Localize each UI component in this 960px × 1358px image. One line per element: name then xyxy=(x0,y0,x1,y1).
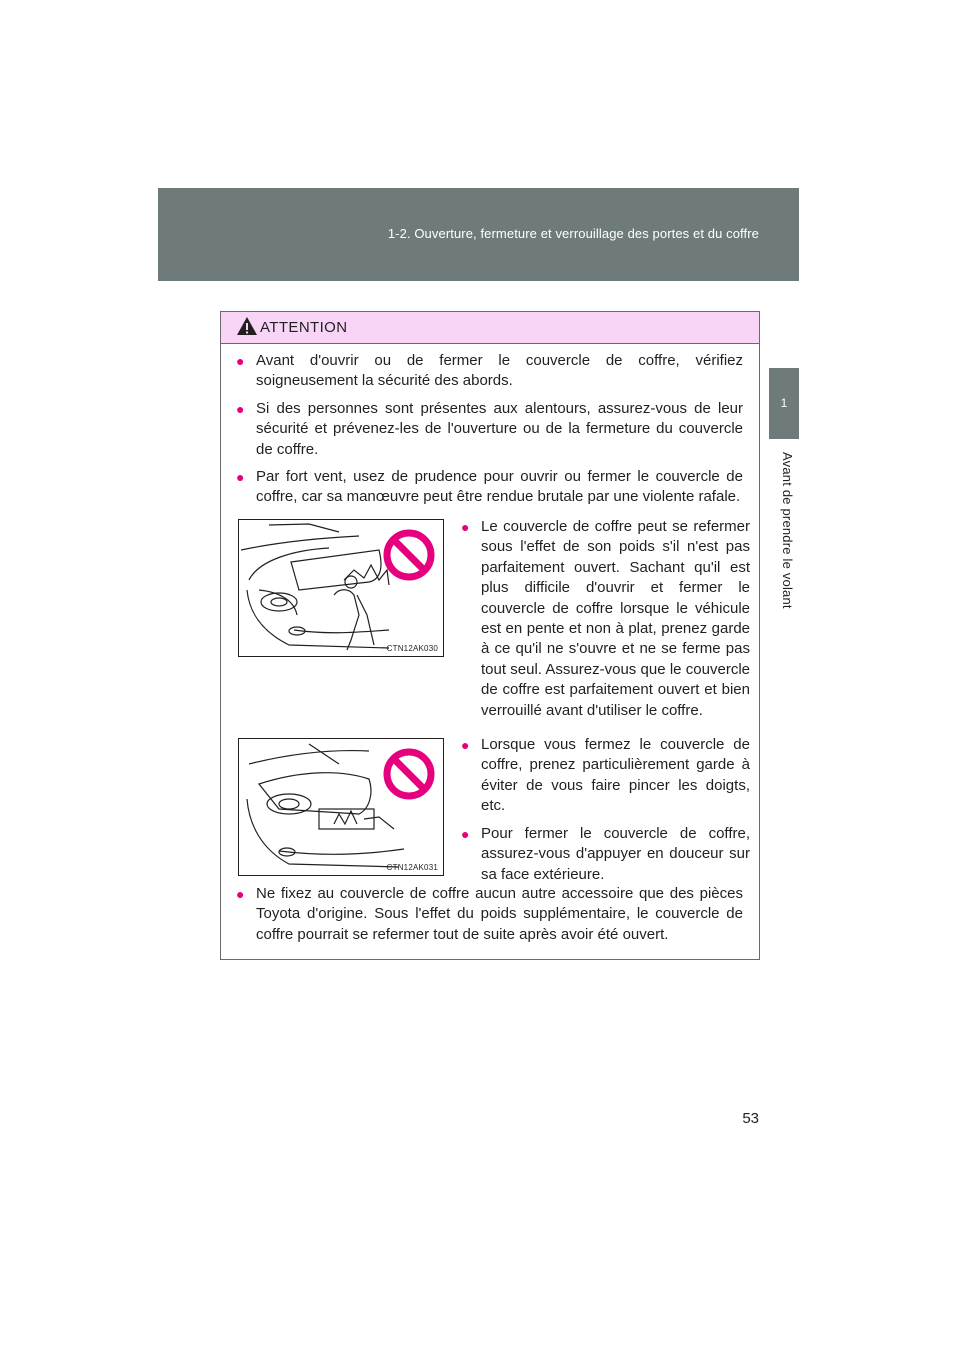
bullet-icon: ● xyxy=(461,826,470,842)
list-item xyxy=(236,884,743,945)
page-number: 53 xyxy=(742,1110,759,1127)
list-item xyxy=(236,351,743,392)
warning-header xyxy=(221,312,759,344)
car-trunk-closing-illustration xyxy=(239,739,443,875)
bullet-text: Ne fixez au couvercle de coffre aucun autre accessoire que des pièces Toyota d'origine. Sous l'effet du poids supplémentaire, le couvercle de coffre pourrait se refermer tout de suite après avoir été ouvert. xyxy=(256,885,743,943)
bullet-icon: ● xyxy=(236,401,245,417)
bullet-text: Par fort vent, usez de prudence pour ouvrir ou fermer le couvercle de coffre, car sa manœuvre peut être rendue brutale par une violente rafale. xyxy=(256,468,743,506)
bullet-icon: ● xyxy=(461,737,470,753)
list-item xyxy=(461,824,750,885)
bullet-icon: ● xyxy=(461,519,470,535)
list-item xyxy=(236,399,743,460)
bullet-icon: ● xyxy=(236,469,245,485)
bullet-text: Si des personnes sont présentes aux alentours, assurez-vous de leur sécurité et prévenez-les de l'ouverture ou de la fermeture du couvercle de coffre. xyxy=(256,400,743,458)
bullet-text: Avant d'ouvrir ou de fermer le couvercle de coffre, vérifiez soigneusement la sécurité des abords. xyxy=(256,352,743,390)
car-trunk-illustration xyxy=(239,520,443,656)
chapter-title: Avant de prendre le volant xyxy=(780,452,795,609)
figure-code: CTN12AK031 xyxy=(386,863,438,872)
warning-title: ATTENTION xyxy=(260,319,348,336)
figure-code: CTN12AK030 xyxy=(386,644,438,653)
figure-trunk-close xyxy=(238,738,444,876)
section-title: 1-2. Ouverture, fermeture et verrouillage des portes et du coffre xyxy=(387,226,759,241)
bullet-text: Lorsque vous fermez le couvercle de coffre, prenez particulièrement garde à éviter de vous faire pincer les doigts, etc. xyxy=(481,736,750,815)
list-item xyxy=(236,467,743,508)
chapter-number: 1 xyxy=(780,396,788,410)
bullet-icon: ● xyxy=(236,886,245,902)
warning-box xyxy=(220,311,760,960)
chapter-tab xyxy=(769,368,799,439)
bullet-text: Le couvercle de coffre peut se refermer sous l'effet de son poids s'il n'est pas parfaitement ouvert. Sachant qu'il est plus difficile d'ouvrir et fermer le couvercle de coffre lorsque le véhicule est en pente et non à plat, prenez garde à ce qu'il ne s'ouvre et ne se ferme pas tout seul. Assurez-vous que le couvercle de coffre est parfaitement ouvert et bien verrouillé avant d'utiliser le coffre. xyxy=(481,518,750,719)
list-item xyxy=(461,735,750,817)
bullet-text: Pour fermer le couvercle de coffre, assurez-vous d'appuyer en douceur sur sa face extérieure. xyxy=(481,825,750,883)
bullet-icon: ● xyxy=(236,353,245,369)
figure-trunk-person xyxy=(238,519,444,657)
list-item xyxy=(461,517,750,721)
warning-triangle-icon xyxy=(236,315,258,337)
